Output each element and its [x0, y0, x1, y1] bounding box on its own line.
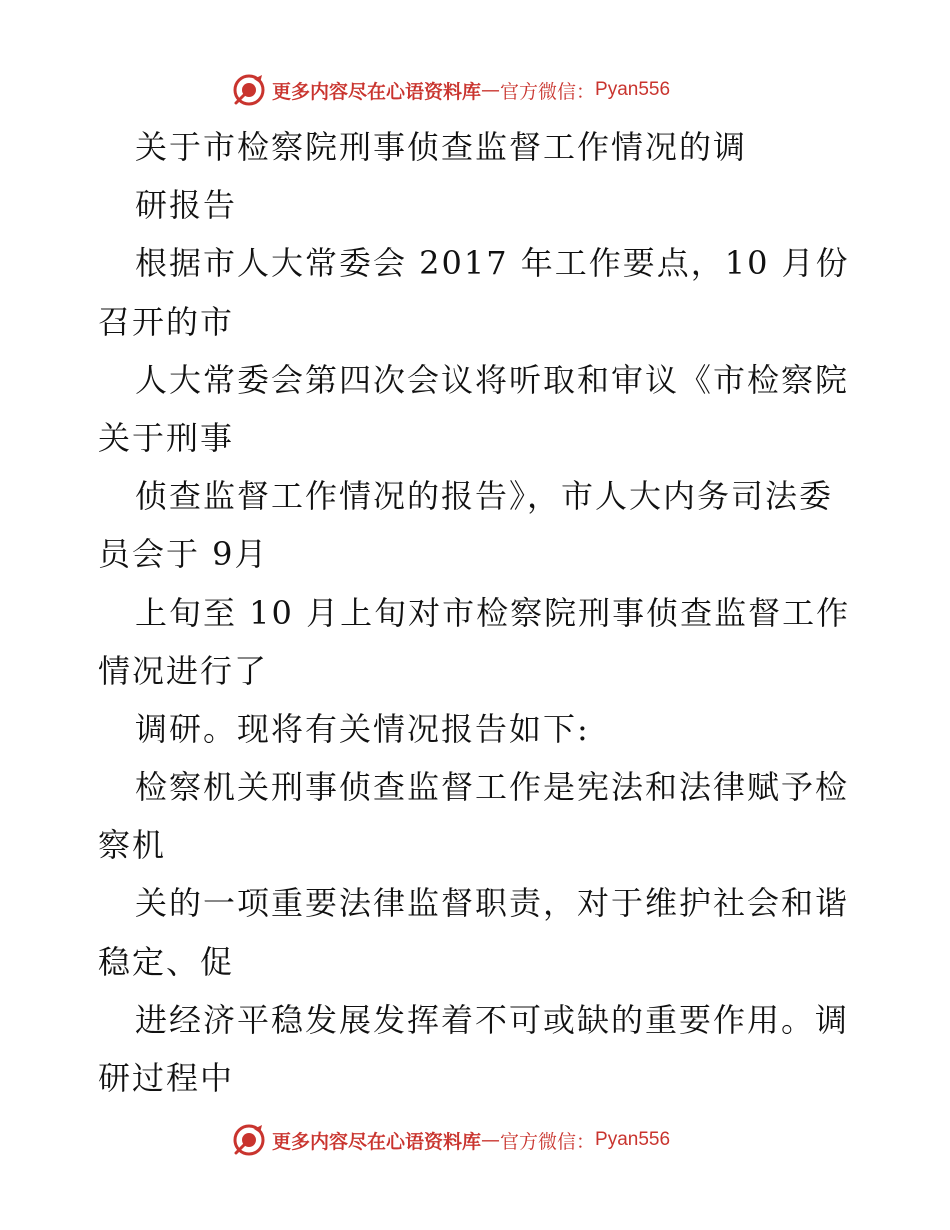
paragraph-line: 检察机关刑事侦查监督工作是宪法和法律赋予检: [135, 768, 850, 807]
paragraph-line: 稳定、促: [98, 942, 235, 981]
banner-slogan: 更多内容尽在心语资料库: [272, 80, 482, 103]
banner-slogan: 更多内容尽在心语资料库: [272, 1130, 482, 1153]
paragraph-line: 上旬至 10 月上旬对市检察院刑事侦查监督工作: [135, 593, 851, 632]
paragraph-line: 侦查监督工作情况的报告》，市人大内务司法委: [135, 477, 834, 516]
banner-contact-label: 官方微信：: [500, 80, 596, 103]
paragraph-line: 调研。现将有关情况报告如下:: [135, 709, 590, 748]
paragraph-line: 关的一项重要法律监督职责，对于维护社会和谐: [135, 884, 850, 923]
pen-logo-icon: [232, 1123, 266, 1157]
document-title-line: 关于市检察院刑事侦查监督工作情况的调: [135, 128, 748, 166]
banner-contact-label: 官方微信：: [500, 1130, 596, 1153]
paragraph-line: 根据市人大常委会 2017 年工作要点，10 月份: [135, 244, 850, 283]
document-title-line: 研报告: [135, 186, 238, 225]
footer-banner: [232, 1120, 732, 1160]
header-banner: [232, 70, 732, 110]
banner-dash: —: [481, 1129, 501, 1151]
paragraph-line: 察机: [98, 826, 167, 865]
banner-wechat-id: Pyan556: [595, 79, 671, 100]
paragraph-line: 人大常委会第四次会议将听取和审议《市检察院: [135, 360, 850, 399]
paragraph-line: 进经济平稳发展发挥着不可或缺的重要作用。调: [135, 1000, 850, 1039]
paragraph-line: 关于刑事: [98, 418, 235, 457]
paragraph-line: 召开的市: [98, 302, 235, 341]
paragraph-line: 员会于 9月: [98, 535, 269, 574]
banner-wechat-id: Pyan556: [595, 1129, 671, 1150]
banner-dash: —: [481, 79, 501, 101]
pen-logo-icon: [232, 73, 266, 107]
document-body: [98, 118, 858, 1107]
paragraph-line: 情况进行了: [98, 651, 269, 690]
paragraph-line: 研过程中: [98, 1059, 235, 1097]
